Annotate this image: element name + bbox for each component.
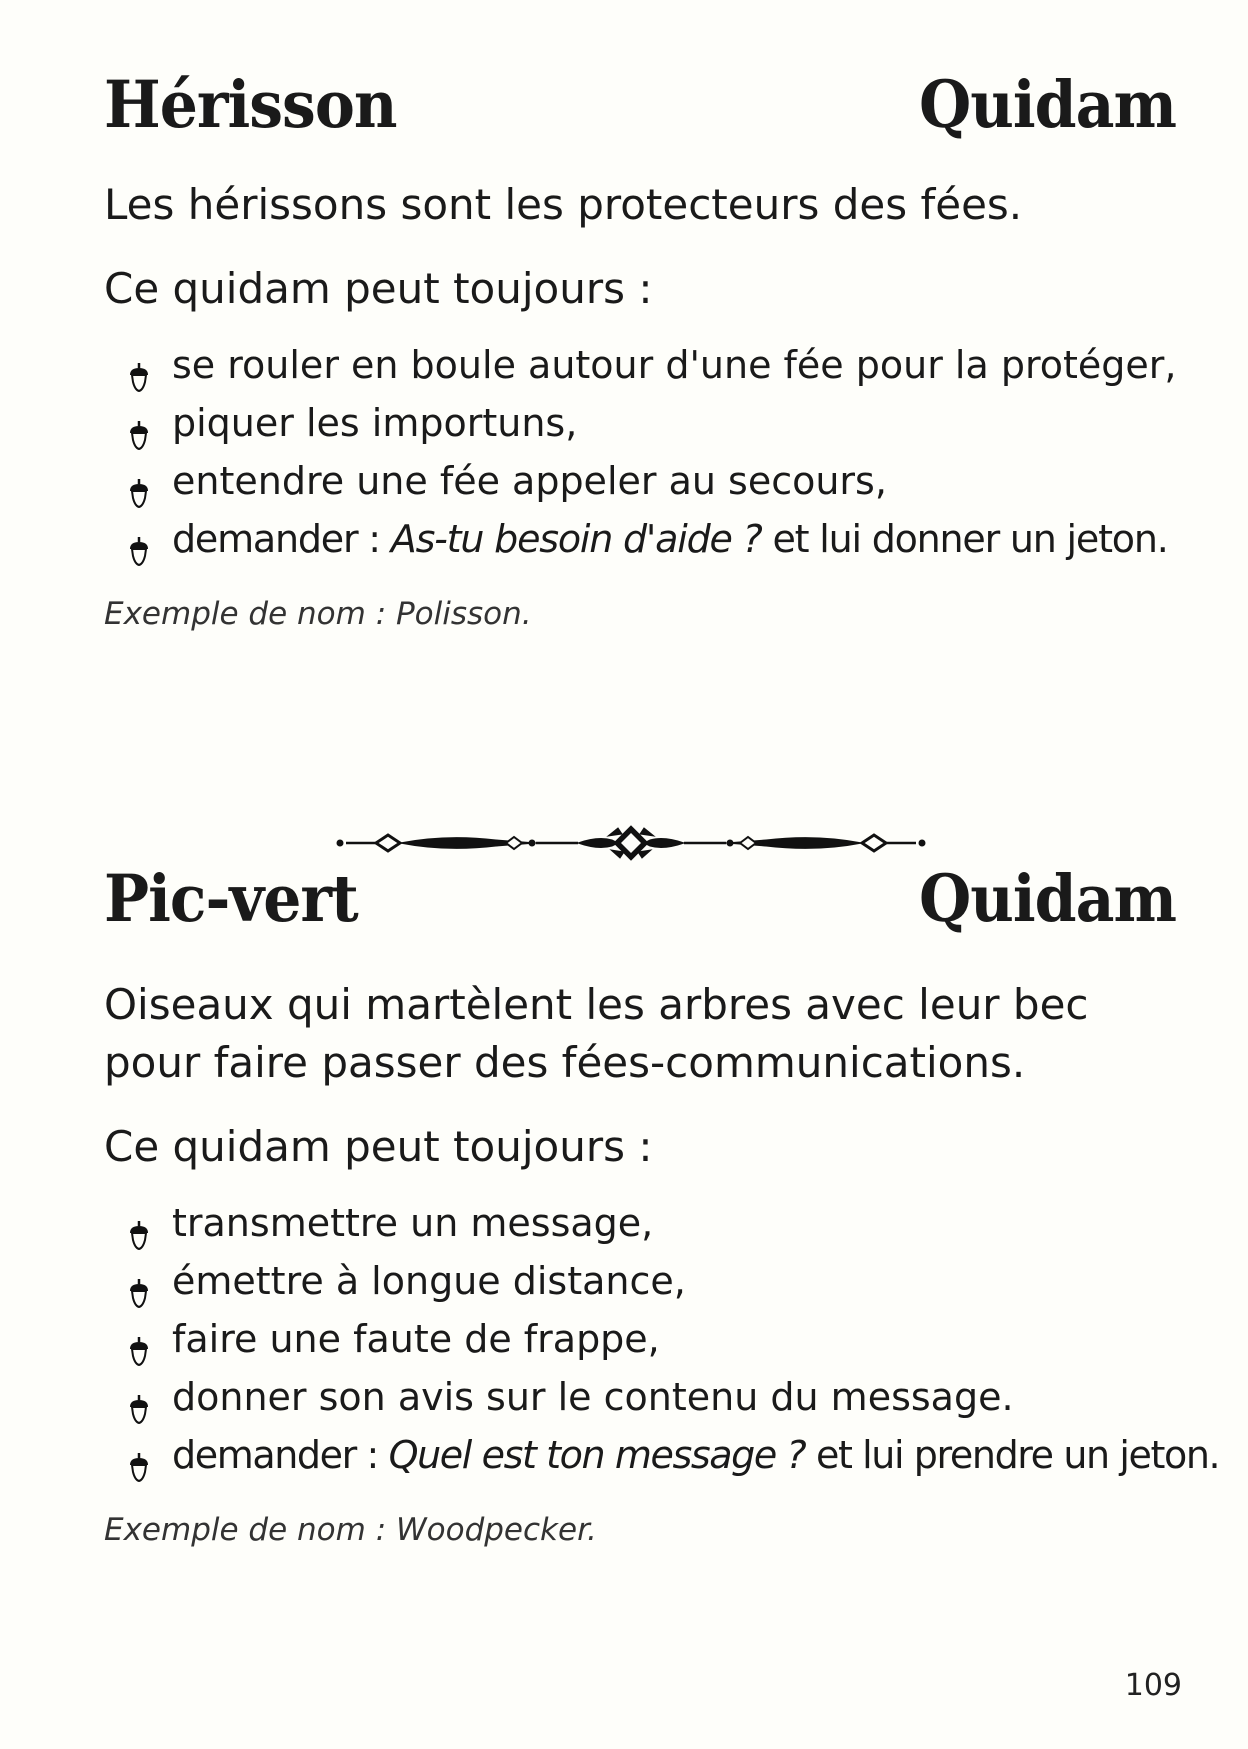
- list-item: faire une faute de frappe,: [128, 1310, 1176, 1368]
- acorn-icon: [128, 1324, 150, 1354]
- entry-description: Oiseaux qui martèlent les arbres avec leur bec pour faire passer des fées-communications.: [104, 980, 1089, 1087]
- acorn-icon: [128, 524, 150, 554]
- acorn-icon: [128, 1208, 150, 1238]
- abilities-list: [104, 336, 1176, 568]
- page-number: 109: [1124, 1668, 1182, 1703]
- entry-title: Pic-vert: [104, 861, 358, 938]
- entry-category: Quidam: [919, 861, 1176, 938]
- list-item: entendre une fée appeler au secours,: [128, 452, 1176, 510]
- name-example: Exemple de nom : Woodpecker.: [104, 1512, 597, 1548]
- acorn-icon: [128, 1382, 150, 1412]
- acorn-icon: [128, 1266, 150, 1296]
- acorn-icon: [128, 1440, 150, 1470]
- entry-header: [104, 56, 1176, 144]
- entry-category: Quidam: [919, 67, 1176, 144]
- entry-description: Les hérissons sont les protecteurs des fées.: [104, 180, 1023, 229]
- quoted-question: As-tu besoin d'aide ?: [390, 517, 762, 561]
- list-item: émettre à longue distance,: [128, 1252, 1176, 1310]
- abilities-intro: Ce quidam peut toujours :: [104, 1122, 653, 1171]
- acorn-icon: [128, 466, 150, 496]
- entry-herisson: [104, 56, 1176, 634]
- list-item: piquer les importuns,: [128, 394, 1176, 452]
- list-item: demander : As-tu besoin d'aide ? et lui donner un jeton.: [128, 510, 1176, 568]
- abilities-intro: Ce quidam peut toujours :: [104, 264, 653, 313]
- list-item: donner son avis sur le contenu du message.: [128, 1368, 1176, 1426]
- list-item: demander : Quel est ton message ? et lui prendre un jeton.: [128, 1426, 1176, 1484]
- list-item: transmettre un message,: [128, 1194, 1176, 1252]
- entry-title: Hérisson: [104, 67, 397, 144]
- acorn-icon: [128, 350, 150, 380]
- name-example: Exemple de nom : Polisson.: [104, 596, 532, 632]
- list-item: se rouler en boule autour d'une fée pour la protéger,: [128, 336, 1176, 394]
- quoted-question: Quel est ton message ?: [388, 1433, 806, 1477]
- entry-header: [104, 850, 1176, 938]
- entry-pic-vert: [104, 850, 1220, 1550]
- abilities-list: [104, 1194, 1220, 1484]
- acorn-icon: [128, 408, 150, 438]
